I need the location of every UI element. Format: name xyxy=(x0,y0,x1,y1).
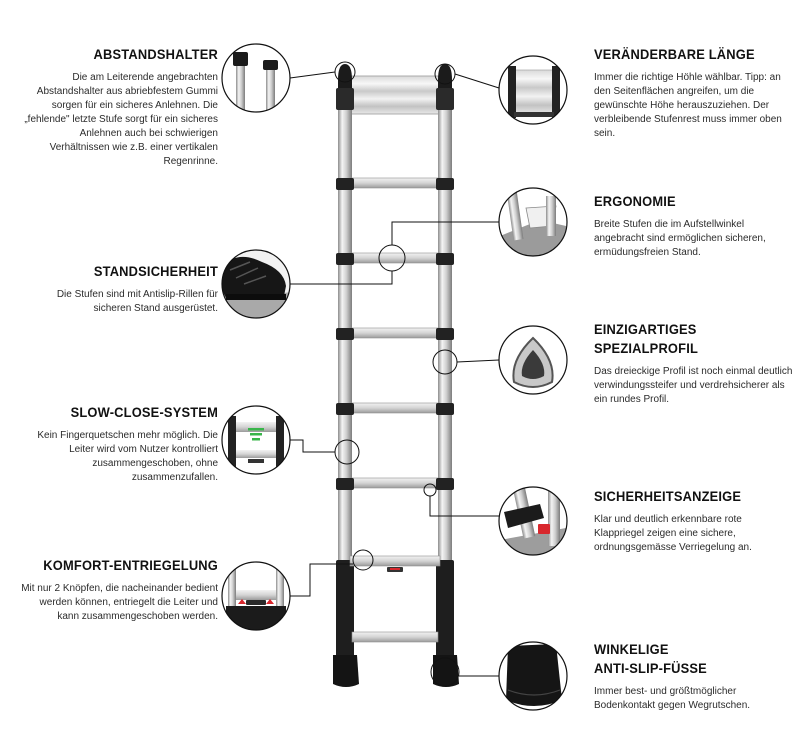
feature-title: SICHERHEITSANZEIGE xyxy=(594,488,742,504)
rung-2 xyxy=(336,253,454,265)
feature-text: Immer best- und größtmöglicher Bodenkontakt gegen Wegrutschen. xyxy=(594,686,751,711)
feature-standsicherheit xyxy=(18,262,218,316)
leader-lines xyxy=(290,72,499,676)
feature-title: VERÄNDERBARE LÄNGE xyxy=(594,46,755,62)
feature-title: ERGONOMIE xyxy=(594,193,676,209)
detail-fuesse xyxy=(499,642,567,710)
feature-text: Die Stufen sind mit Antislip-Rillen für sicheren Stand ausgerüstet. xyxy=(56,289,218,314)
feature-text: Mit nur 2 Knöpfen, die nacheinander bedient werden können, entriegelt die Leiter und kann zusammengeschoben werden. xyxy=(21,583,218,622)
detail-abstandshalter xyxy=(220,44,292,112)
feature-title: SLOW-CLOSE-SYSTEM xyxy=(70,404,218,420)
left-foot xyxy=(333,655,359,687)
top-rung-section xyxy=(350,76,442,114)
detail-laenge xyxy=(499,56,567,124)
feature-spezialprofil xyxy=(594,320,794,407)
feature-slow-close xyxy=(18,403,218,485)
rung-4 xyxy=(336,403,454,415)
detail-standsicherheit xyxy=(220,250,292,318)
feature-title-line-2: ANTI-SLIP-FÜSSE xyxy=(594,660,707,676)
feature-text: Das dreieckige Profil ist noch einmal deutlich verwindungssteifer und verdrehsicherer als ein rundes Profil. xyxy=(594,366,793,405)
right-rail-lower xyxy=(436,560,454,660)
feature-title-line-2: SPEZIALPROFIL xyxy=(594,340,699,356)
feature-title-line-1: EINZIGARTIGES xyxy=(594,321,697,337)
feature-fuesse xyxy=(594,640,794,713)
detail-spezialprofil xyxy=(499,326,567,394)
rung-1 xyxy=(336,178,454,190)
feature-text: Die am Leiterende angebrachten Abstandshalter aus abriebfestem Gummi sorgen für ein sicheres Anlehnen. Die „fehlende" letzte Stufe sorgt für ein sicheres Anlehnen auch bei schwierigen Verhältnissen wie z.B. einer vertikalen Regenrinne. xyxy=(24,72,218,167)
feature-abstandshalter xyxy=(18,45,218,169)
feature-sicherheitsanzeige xyxy=(594,487,794,555)
rung-5 xyxy=(336,478,454,490)
feature-title xyxy=(594,320,778,358)
rung-7 xyxy=(352,632,438,642)
feature-text: Breite Stufen die im Aufstellwinkel angebracht sind ermöglichen sicheren, ermüdungsfreien Stand. xyxy=(594,219,766,258)
feature-komfort xyxy=(18,556,218,624)
feature-text: Klar und deutlich erkennbare rote Klappriegel zeigen eine sichere, ordnungsgemässe Verriegelung an. xyxy=(594,514,752,553)
detail-komfort xyxy=(220,562,292,630)
feature-text: Immer die richtige Höhle wählbar. Tipp: an den Seitenflächen angreifen, um die gewünschte Höhe herauszuziehen. Der verbleibende Stufenrest muss immer oben sein. xyxy=(594,72,782,139)
detail-ergonomie xyxy=(499,188,567,262)
ladder xyxy=(333,64,459,687)
feature-title: KOMFORT-ENTRIEGELUNG xyxy=(43,557,218,573)
feature-title: ABSTANDSHALTER xyxy=(93,46,218,62)
feature-text: Kein Fingerquetschen mehr möglich. Die Leiter wird vom Nutzer kontrolliert zusammengeschoben, ohne zusammenzufallen. xyxy=(37,430,218,483)
feature-ergonomie xyxy=(594,192,794,260)
feature-laenge xyxy=(594,45,794,141)
left-rail-lower xyxy=(336,560,354,660)
rung-3 xyxy=(336,328,454,340)
feature-title: STANDSICHERHEIT xyxy=(93,263,218,279)
detail-slow-close xyxy=(220,406,292,474)
feature-title xyxy=(594,640,778,678)
feature-title-line-1: WINKELIGE xyxy=(594,641,669,657)
detail-sicherheitsanzeige xyxy=(499,485,567,556)
